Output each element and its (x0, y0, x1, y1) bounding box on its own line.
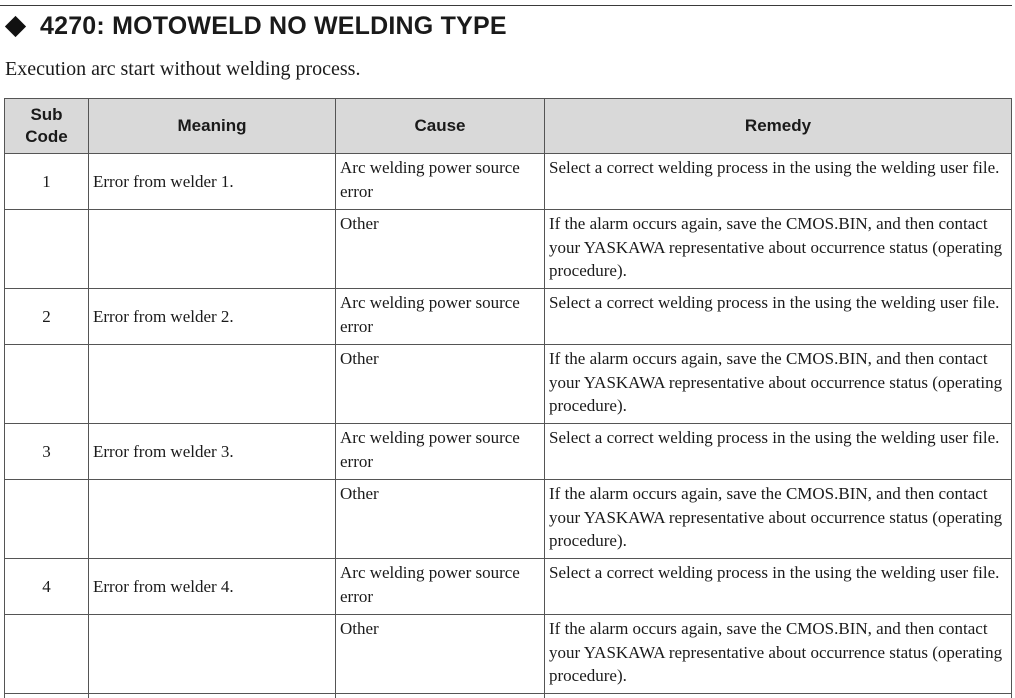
table-row-continued (5, 694, 1012, 698)
cell-cause: Other (336, 615, 545, 694)
diamond-bullet-icon (5, 15, 26, 36)
cell-meaning: Error from welder 4. (89, 559, 336, 615)
header-meaning: Meaning (89, 99, 336, 154)
table-row (5, 345, 1012, 424)
cell-meaning (89, 480, 336, 559)
cell-remedy: Select a correct welding process in the using the welding user file. (545, 559, 1012, 615)
cell-meaning: Error from welder 1. (89, 154, 336, 210)
cell-remedy: If the alarm occurs again, save the CMOS.BIN, and then contact your YASKAWA representative about occurrence status (operating procedure). (545, 210, 1012, 289)
table-row (5, 289, 1012, 345)
cell-remedy: If the alarm occurs again, save the CMOS.BIN, and then contact your YASKAWA representative about occurrence status (operating procedure). (545, 345, 1012, 424)
cell-cause: Other (336, 480, 545, 559)
top-divider (0, 5, 1012, 6)
table-row (5, 154, 1012, 210)
cell-meaning (89, 345, 336, 424)
cell-sub-code (5, 345, 89, 424)
cell-meaning: Error from welder 3. (89, 424, 336, 480)
section-heading (4, 10, 507, 42)
alarm-description: Execution arc start without welding process. (5, 58, 361, 80)
table-row (5, 210, 1012, 289)
cell-sub-code (5, 615, 89, 694)
cell-cause: Arc welding power source error (336, 559, 545, 615)
table-row (5, 424, 1012, 480)
cell-remedy: Select a correct welding process in the using the welding user file. (545, 154, 1012, 210)
cell-remedy: If the alarm occurs again, save the CMOS.BIN, and then contact your YASKAWA representative about occurrence status (operating procedure). (545, 615, 1012, 694)
header-remedy: Remedy (545, 99, 1012, 154)
cell-sub-code: 4 (5, 559, 89, 615)
cell-cause: Arc welding power source error (336, 289, 545, 345)
alarm-table (4, 98, 1012, 698)
cell-sub-code (5, 480, 89, 559)
alarm-title: 4270: MOTOWELD NO WELDING TYPE (40, 11, 507, 40)
cell-cause: Other (336, 210, 545, 289)
cell-meaning: Error from welder 2. (89, 289, 336, 345)
cell-meaning (89, 210, 336, 289)
cell-cause: Arc welding power source error (336, 154, 545, 210)
table-row (5, 615, 1012, 694)
table-header-row (5, 99, 1012, 154)
cell-cause: Arc welding power source error (336, 424, 545, 480)
table-row (5, 480, 1012, 559)
cell-remedy: If the alarm occurs again, save the CMOS.BIN, and then contact your YASKAWA representative about occurrence status (operating procedure). (545, 480, 1012, 559)
cell-remedy: Select a correct welding process in the using the welding user file. (545, 424, 1012, 480)
cell-sub-code (5, 210, 89, 289)
cell-sub-code: 1 (5, 154, 89, 210)
header-cause: Cause (336, 99, 545, 154)
cell-meaning (89, 615, 336, 694)
cell-sub-code: 2 (5, 289, 89, 345)
header-sub-code: Sub Code (5, 99, 89, 154)
cell-cause: Other (336, 345, 545, 424)
table-row (5, 559, 1012, 615)
cell-remedy: Select a correct welding process in the using the welding user file. (545, 289, 1012, 345)
cell-sub-code: 3 (5, 424, 89, 480)
